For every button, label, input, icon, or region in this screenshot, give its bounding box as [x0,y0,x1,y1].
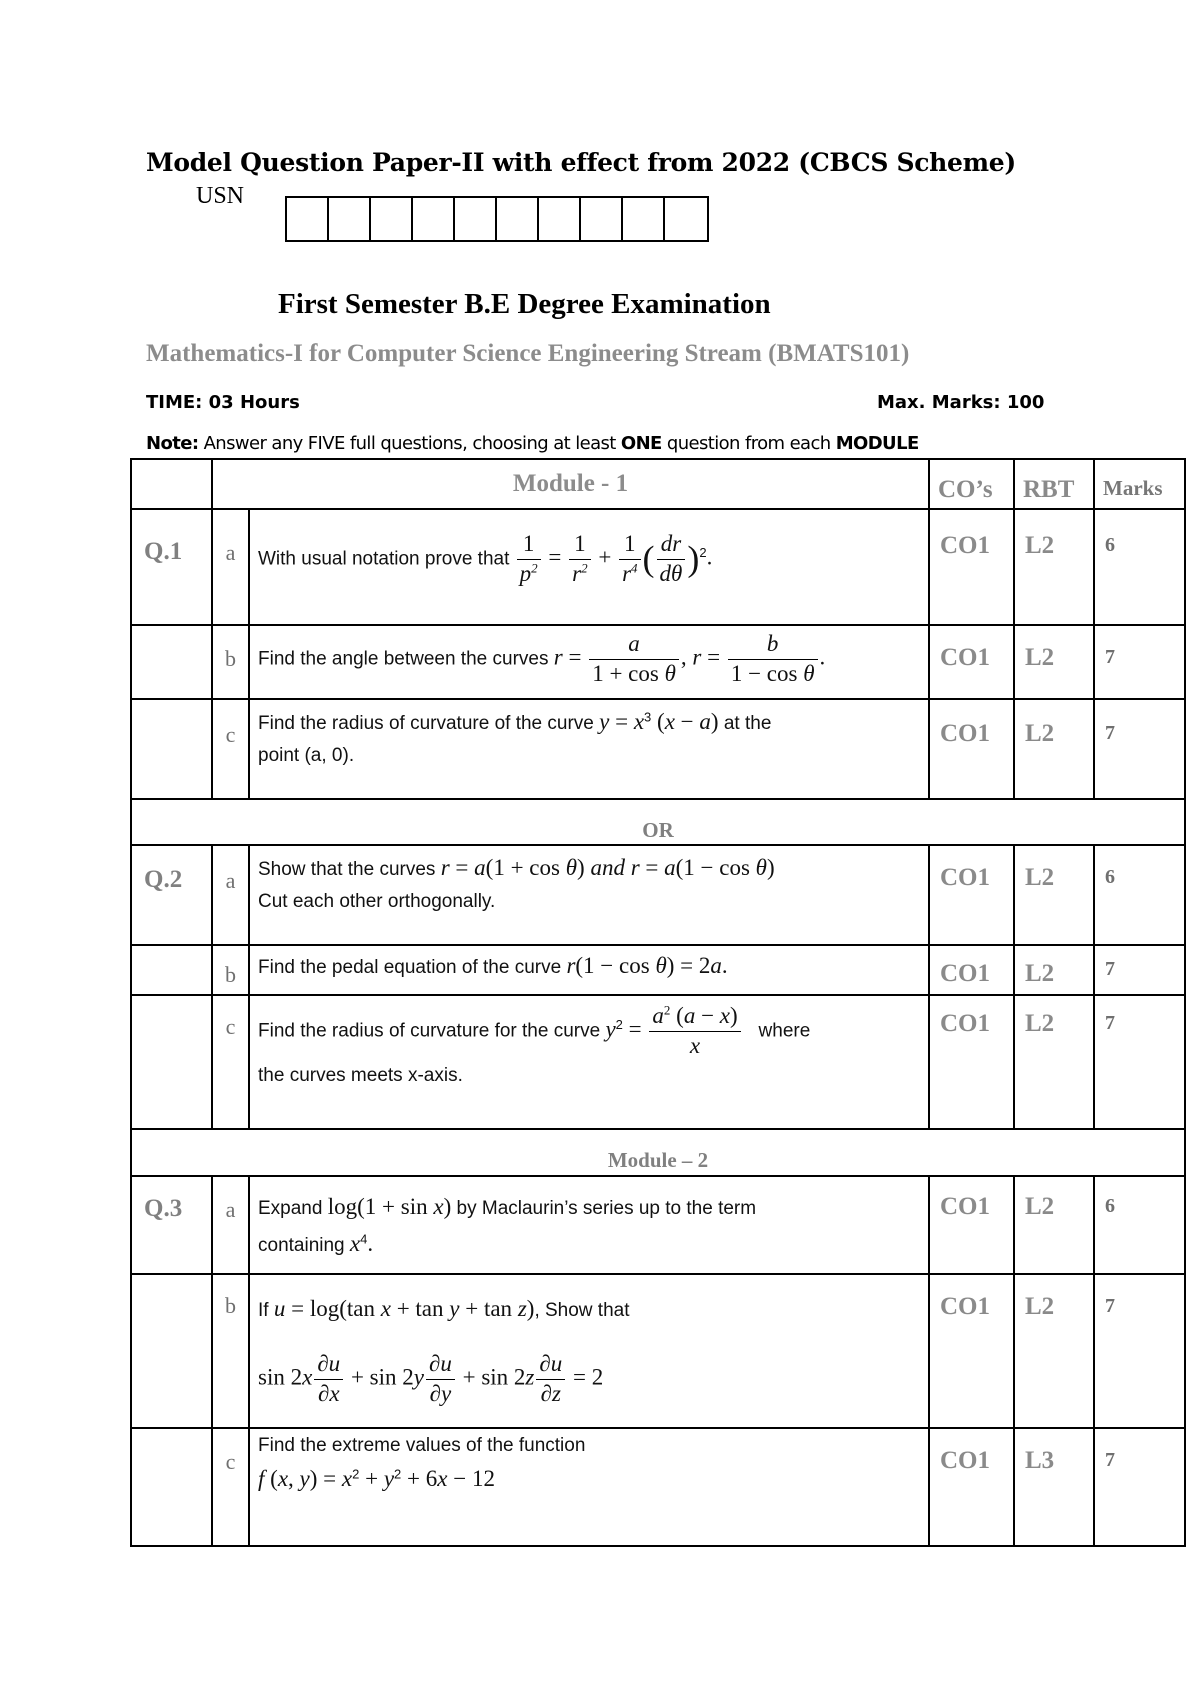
question-number: Q.1 [131,509,212,625]
question-text: Find the radius of curvature for the curve $y^2$ = $\frac{a^2 (a - x)}{x}$ where the curves meets x-axis. [249,995,929,1129]
usn-box [497,198,539,240]
usn-box [413,198,455,240]
exam-time: TIME: 03 Hours [146,392,300,413]
question-text-part: With usual notation prove that [258,548,510,570]
question-text-part: by Maclaurin’s series up to the term [456,1198,757,1219]
marks-value: 7 [1094,699,1185,799]
rbt-value: L2 [1014,945,1094,995]
math-expression: $\frac{1}{r^4}$ [619,530,640,589]
question-text [249,1428,929,1546]
or-row [131,799,1185,845]
co-value: CO1 [929,509,1014,625]
co-value: CO1 [929,995,1014,1129]
paper-title: Model Question Paper-II with effect from 2022 (CBCS Scheme) [146,148,1016,177]
question-text-part: containing [258,1234,345,1256]
subject-title: Mathematics-I for Computer Science Engineering Stream (BMATS101) [146,340,910,367]
marks-value: 7 [1094,1274,1185,1428]
question-text: Find the pedal equation of the curve r(1 − cos θ) = 2a. [249,945,929,995]
rbt-value: L2 [1014,625,1094,699]
math-expression: f (x, $y) = x^2 + y^2 + 6x - 12$ [258,1466,495,1492]
table-row [131,1274,1185,1428]
question-text-part: Cut each other orthogonally. [258,890,496,912]
question-number: Q.2 [131,845,212,945]
sub-question-letter: c [212,699,249,799]
question-text: Find the radius of curvature of the curve $y = x^3$ (x − a) at the point (a, 0). [249,699,929,799]
usn-box [371,198,413,240]
col-header-co: CO’s [929,459,1014,509]
note-bold-one: ONE [620,433,662,454]
module-2-heading: Module – 2 [131,1129,1185,1176]
marks-value: 7 [1094,625,1185,699]
question-text-part: Find the radius of curvature for the curve [258,1020,601,1042]
question-text-part: Show that the curves [258,859,436,880]
module-header-row [131,459,1185,509]
rbt-value: L2 [1014,995,1094,1129]
co-value: CO1 [929,1274,1014,1428]
usn-boxes [285,196,709,242]
rbt-value: L2 [1014,509,1094,625]
note-text: Answer any FIVE full questions, choosing at least [198,433,621,454]
question-text-part: the curves meets x-axis. [258,1064,463,1086]
sub-question-letter: a [212,845,249,945]
module-1-heading: Module - 1 [212,459,929,509]
question-text: Show that the curves r = a(1 + cos θ) and r = a(1 − cos θ) Cut each other orthogonally. [249,845,929,945]
rbt-value: L2 [1014,1274,1094,1428]
question-number: Q.3 [131,1176,212,1274]
question-text-part: Find the pedal equation of the curve [258,957,562,978]
note-text: question from each [661,433,836,454]
usn-box [623,198,665,240]
question-text-part: Find the angle between the curves [258,648,549,670]
question-text-part: Find the extreme values of the function [258,1435,586,1456]
usn-box [581,198,623,240]
co-value: CO1 [929,1176,1014,1274]
question-text: If u = log(tan x + tan y + tan z), Show that sin 2x $\frac{\partial u}{\partial x}$ + sin 2y $\frac{\partial u}{\partial y}$ + sin 2z $\frac{\partial u}{\partial z}$ = 2 [249,1274,929,1428]
module-header-row [131,1129,1185,1176]
rbt-value: L2 [1014,845,1094,945]
math-expression: $\frac{1}{p^2}$ [517,530,541,589]
table-row [131,995,1185,1129]
marks-value: 7 [1094,995,1185,1129]
usn-box [539,198,581,240]
sub-question-letter: b [212,1274,249,1428]
co-value: CO1 [929,1428,1014,1546]
col-header-rbt: RBT [1014,459,1094,509]
math-expression: $\frac{1}{r^2}$ [569,530,590,589]
math-expression: $\frac{a}{\text{1 + cos θ}}$ [589,630,679,689]
rbt-value: L2 [1014,1176,1094,1274]
marks-value: 7 [1094,1428,1185,1546]
table-row [131,845,1185,945]
table-row [131,945,1185,995]
sub-question-letter: b [212,625,249,699]
marks-value: 6 [1094,1176,1185,1274]
sub-question-letter: a [212,1176,249,1274]
table-row [131,1428,1185,1546]
usn-box [287,198,329,240]
question-text-part: point (a, 0). [258,744,355,766]
sub-question-letter: c [212,1428,249,1546]
question-text: With usual notation prove that $\frac{1}{p^2}$ = $\frac{1}{r^2}$ + $\frac{1}{r^4}$ ( $\frac{dr}{d\theta}$ )$^2$. [249,509,929,625]
sub-question-letter: c [212,995,249,1129]
rbt-value: L3 [1014,1428,1094,1546]
co-value: CO1 [929,845,1014,945]
question-table [130,458,1186,1547]
question-text-part: , Show that [534,1300,630,1321]
usn-label: USN [196,183,245,209]
table-row [131,509,1185,625]
instructions-note [146,433,919,454]
rbt-value: L2 [1014,699,1094,799]
note-prefix: Note: [146,433,199,454]
question-text-part: If [258,1300,269,1321]
question-text-part: Expand [258,1198,323,1219]
math-expression: sin 2x $\frac{\partial u}{\partial x}$ + sin 2y $\frac{\partial u}{\partial y}$ + sin 2z $\frac{\partial u}{\partial z}$ = 2 [258,1350,920,1409]
note-bold-module: MODULE [835,433,919,454]
table-row [131,625,1185,699]
marks-value: 7 [1094,945,1185,995]
co-value: CO1 [929,625,1014,699]
table-row [131,699,1185,799]
math-expression: $\frac{a^2 (a - x)}{x}$ [649,1002,740,1061]
usn-box [329,198,371,240]
question-text-part: at the [723,713,772,734]
col-header-marks: Marks [1094,459,1185,509]
usn-box [455,198,497,240]
max-marks: Max. Marks: 100 [877,392,1045,413]
math-expression: $\frac{dr}{d\theta}$ [657,530,686,589]
marks-value: 6 [1094,845,1185,945]
question-text: Find the angle between the curves r = $\frac{a}{\text{1 + cos θ}}$ , r = $\frac{b}{\text{1 − cos θ}}$ . [249,625,929,699]
exam-title: First Semester B.E Degree Examination [278,288,771,320]
co-value: CO1 [929,699,1014,799]
marks-value: 6 [1094,509,1185,625]
table-row [131,1176,1185,1274]
sub-question-letter: a [212,509,249,625]
or-separator: OR [131,799,1185,845]
co-value: CO1 [929,945,1014,995]
usn-box [665,198,707,240]
sub-question-letter: b [212,945,249,995]
question-text-part: where [758,1020,811,1042]
question-text-part: Find the radius of curvature of the curve [258,713,594,734]
question-text: Expand log(1 + sin x) by Maclaurin’s series up to the term containing $x^4$. [249,1176,929,1274]
math-expression: $\frac{b}{\text{1 − cos θ}}$ [728,630,818,689]
